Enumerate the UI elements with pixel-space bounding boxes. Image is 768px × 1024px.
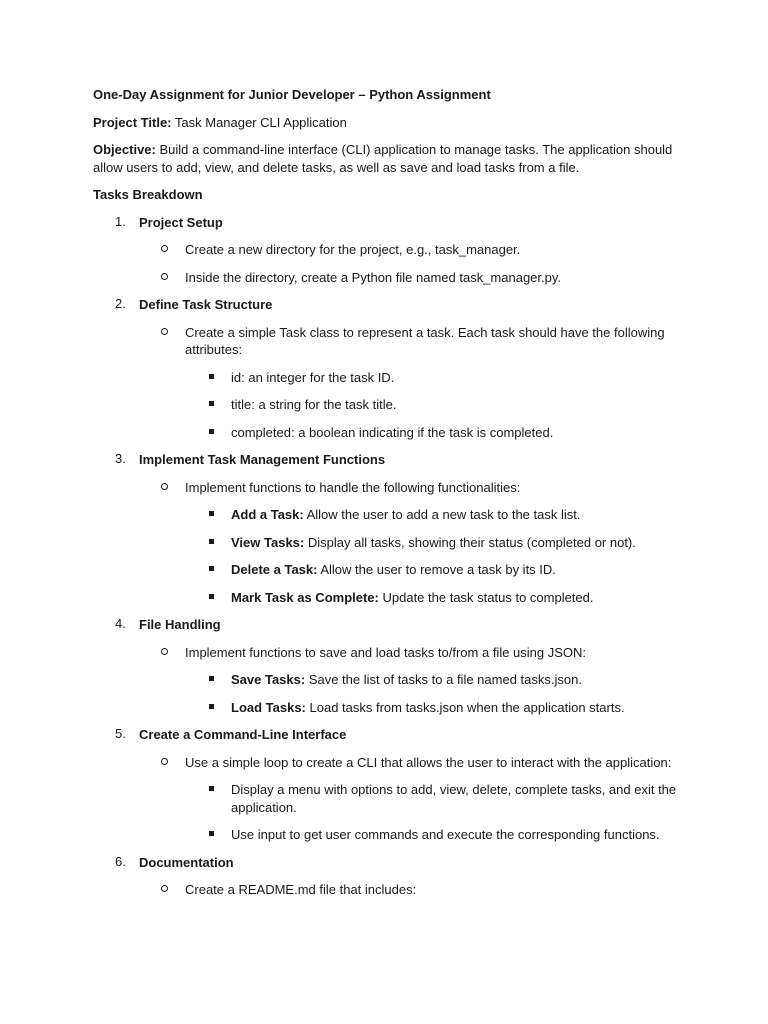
- detail-item: [185, 826, 683, 844]
- step-sub-list: [139, 881, 683, 899]
- detail-list: [185, 781, 683, 844]
- step-sub-list: [139, 644, 683, 717]
- square-bullet-icon: [209, 429, 214, 434]
- square-bullet-icon: [209, 594, 214, 599]
- hollow-circle-bullet-icon: [161, 885, 168, 892]
- step-number: 6.: [115, 853, 126, 869]
- detail-item: [185, 561, 683, 579]
- square-bullet-icon: [209, 676, 214, 681]
- detail-item: [185, 671, 683, 689]
- sub-item-text: Create a simple Task class to represent a task. Each task should have the following attributes:: [185, 324, 665, 357]
- detail-list: [185, 671, 683, 716]
- sub-item: [139, 241, 683, 259]
- sub-item-text: Implement functions to handle the following functionalities:: [185, 479, 521, 495]
- step-item: [93, 296, 683, 441]
- project-title-value: Task Manager CLI Application: [171, 114, 347, 130]
- detail-item: [185, 506, 683, 524]
- step-number: 4.: [115, 616, 126, 631]
- sub-item: [139, 644, 683, 717]
- project-title-paragraph: [93, 114, 683, 132]
- project-title-label: Project Title:: [93, 114, 172, 130]
- step-number: 5.: [115, 726, 126, 741]
- sub-item-text: Use a simple loop to create a CLI that allows the user to interact with the application:: [185, 754, 672, 770]
- detail-text: Allow the user to add a new task to the task list.: [303, 507, 581, 522]
- detail-text: Display a menu with options to add, view, delete, complete tasks, and exit the application.: [231, 782, 677, 815]
- objective-paragraph: [93, 141, 683, 176]
- hollow-circle-bullet-icon: [161, 245, 168, 252]
- sub-item: [139, 269, 683, 287]
- detail-text: title: a string for the task title.: [231, 397, 397, 412]
- document-title: One-Day Assignment for Junior Developer – Python Assignment: [93, 87, 491, 102]
- detail-item: [185, 369, 683, 387]
- square-bullet-icon: [209, 511, 214, 516]
- hollow-circle-bullet-icon: [161, 273, 168, 280]
- step-item: [93, 616, 683, 716]
- step-item: [93, 726, 683, 844]
- detail-item: [185, 699, 683, 717]
- hollow-circle-bullet-icon: [161, 328, 168, 335]
- detail-list: [185, 369, 683, 442]
- detail-label: Load Tasks:: [231, 699, 306, 715]
- detail-label: Mark Task as Complete:: [231, 589, 379, 605]
- square-bullet-icon: [209, 786, 214, 791]
- step-number: 3.: [115, 451, 126, 466]
- breakdown-heading: Tasks Breakdown: [93, 187, 203, 202]
- square-bullet-icon: [209, 566, 214, 571]
- detail-item: [185, 396, 683, 414]
- sub-item: [139, 479, 683, 607]
- detail-label: Save Tasks:: [231, 672, 306, 687]
- square-bullet-icon: [209, 831, 214, 836]
- sub-item-text: Inside the directory, create a Python file named task_manager.py.: [185, 269, 562, 285]
- step-number: 2.: [115, 296, 126, 311]
- square-bullet-icon: [209, 704, 214, 709]
- step-sub-list: [139, 241, 683, 286]
- sub-item-text: Implement functions to save and load tasks to/from a file using JSON:: [185, 644, 587, 660]
- detail-text: Load tasks from tasks.json when the application starts.: [305, 699, 625, 715]
- step-heading: Create a Command-Line Interface: [139, 727, 347, 742]
- detail-list: [185, 506, 683, 606]
- detail-text: Save the list of tasks to a file named tasks.json.: [305, 672, 582, 687]
- sub-item: [139, 754, 683, 844]
- detail-label: Delete a Task:: [231, 562, 318, 577]
- step-heading: Documentation: [139, 854, 234, 870]
- detail-label: View Tasks:: [231, 534, 305, 550]
- hollow-circle-bullet-icon: [161, 758, 168, 765]
- detail-item: [185, 534, 683, 552]
- step-sub-list: [139, 479, 683, 607]
- hollow-circle-bullet-icon: [161, 648, 168, 655]
- step-sub-list: [139, 754, 683, 844]
- sub-item: [139, 881, 683, 899]
- step-item: [93, 451, 683, 606]
- detail-text: Display all tasks, showing their status (completed or not).: [304, 534, 636, 550]
- sub-item-text: Create a new directory for the project, e.g., task_manager.: [185, 242, 521, 257]
- step-heading: Project Setup: [139, 214, 223, 230]
- square-bullet-icon: [209, 539, 214, 544]
- sub-item: [139, 324, 683, 442]
- steps-list: [93, 214, 683, 899]
- step-heading: Define Task Structure: [139, 297, 273, 312]
- step-item: [93, 854, 683, 899]
- objective-value: Build a command-line interface (CLI) application to manage tasks. The application should allow users to add, view, and delete tasks, as well as save and load tasks from a file.: [93, 142, 673, 175]
- detail-label: Add a Task:: [231, 507, 304, 522]
- detail-text: completed: a boolean indicating if the task is completed.: [231, 424, 554, 440]
- detail-text: Allow the user to remove a task by its ID.: [317, 562, 556, 577]
- square-bullet-icon: [209, 374, 214, 379]
- detail-text: Use input to get user commands and execute the corresponding functions.: [231, 827, 660, 842]
- detail-item: [185, 589, 683, 607]
- hollow-circle-bullet-icon: [161, 483, 168, 490]
- document-page: [93, 86, 683, 909]
- step-sub-list: [139, 324, 683, 442]
- objective-label: Objective:: [93, 142, 156, 157]
- detail-text: id: an integer for the task ID.: [231, 369, 395, 385]
- step-heading: Implement Task Management Functions: [139, 452, 386, 467]
- detail-item: [185, 781, 683, 816]
- detail-text: Update the task status to completed.: [378, 589, 594, 605]
- step-number: 1.: [115, 213, 126, 229]
- step-heading: File Handling: [139, 617, 221, 632]
- detail-item: [185, 424, 683, 442]
- sub-item-text: Create a README.md file that includes:: [185, 882, 417, 897]
- step-item: [93, 214, 683, 287]
- square-bullet-icon: [209, 401, 214, 406]
